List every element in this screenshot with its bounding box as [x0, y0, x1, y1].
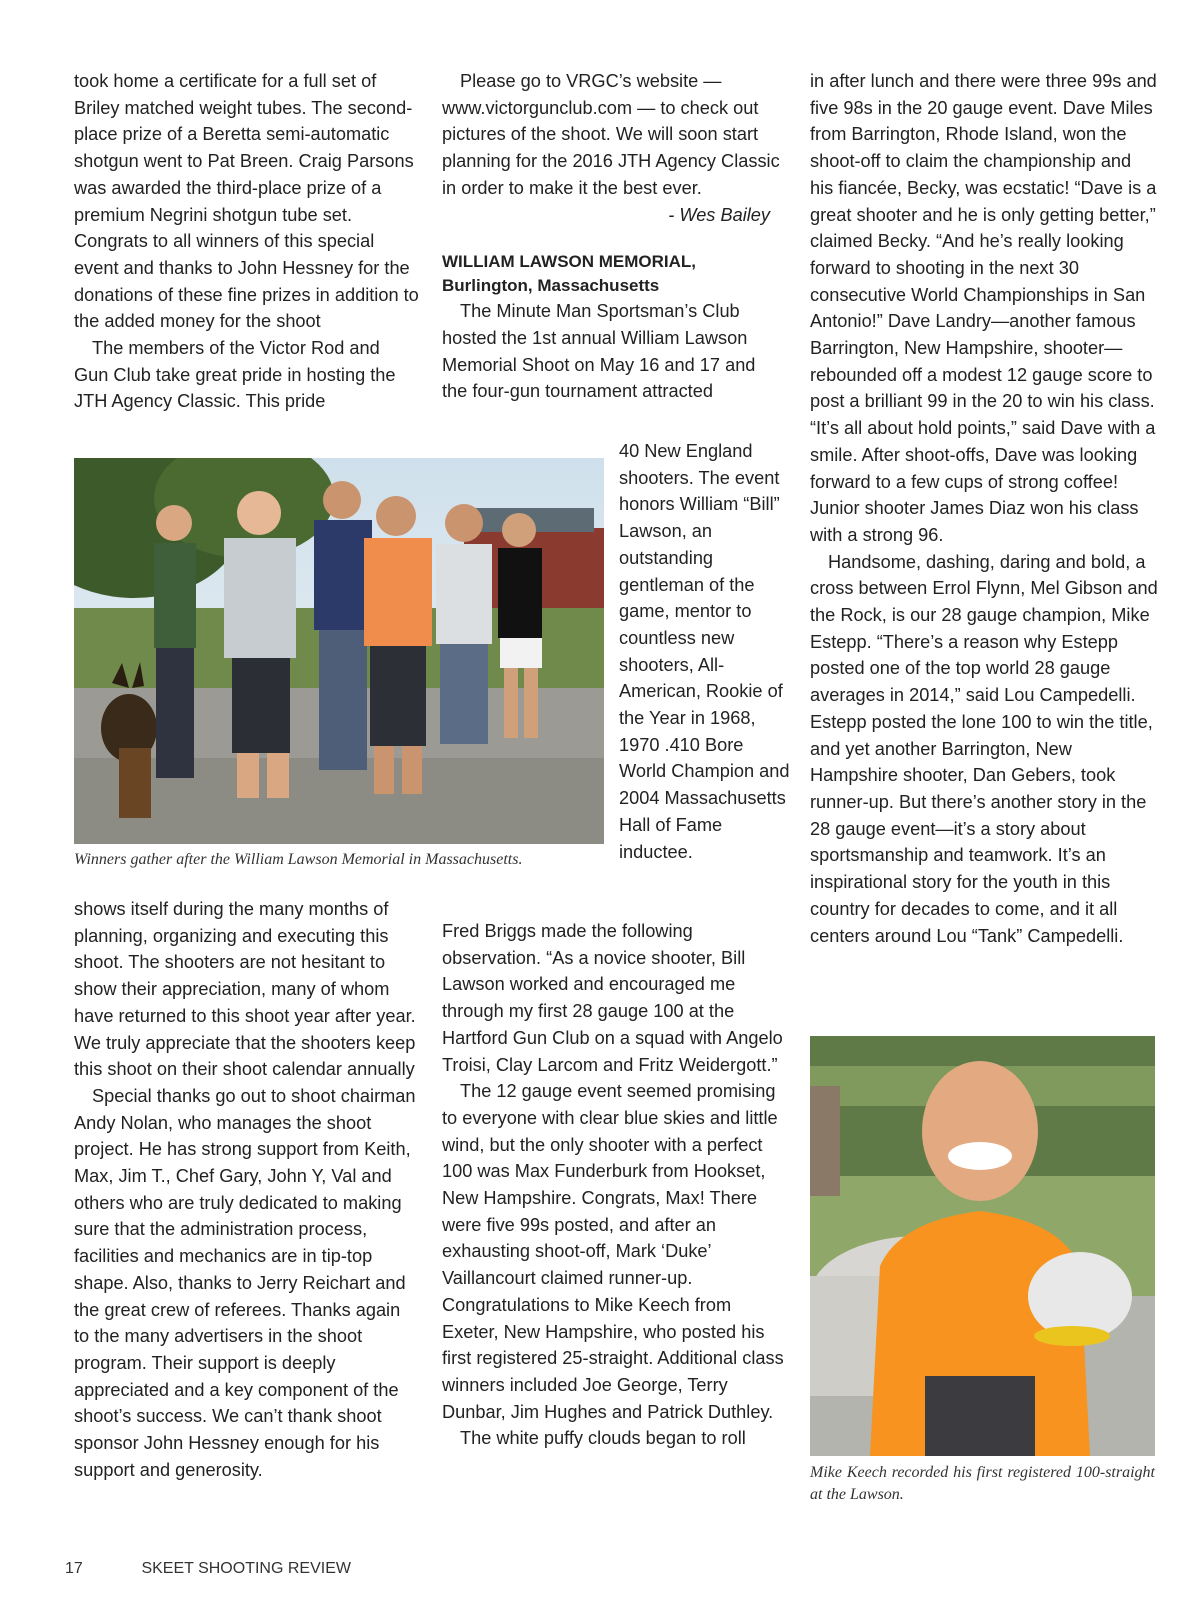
column-2-top [442, 68, 780, 405]
column-2-narrow [619, 438, 791, 865]
author-signature: - Wes Bailey [668, 204, 770, 225]
paragraph: in after lunch and there were three 99s and five 98s in the 20 gauge event. Dave Miles from Barrington, Rhode Island, won the shoot-off to claim the championship and his fiancée, Becky, was ecstatic! “Dave is a great shooter and he is only getting better,” claimed Becky. “And he’s really looking forward to shooting in the next 30 consecutive World Championships in San Antonio!” Dave Landry—another famous Barrington, New Hampshire, shooter—rebounded off a modest 12 gauge score to post a brilliant 99 in the 20 to win his class. “It’s all about hold points,” said Dave with a smile. After shoot-offs, Dave was looking forward to a few cups of strong coffee! Junior shooter James Diaz won his class with a strong 96. [810, 71, 1157, 545]
paragraph: The 12 gauge event seemed promising to everyone with clear blue skies and little wind, but the only shooter with a perfect 100 was Max Funderburk from Hookset, New Hampshire. Congrats, Max! There were five 99s posted, and after an exhausting shoot-off, Mark ‘Duke’ Vaillancourt claimed runner-up. Congratulations to Mike Keech from Exeter, New Hampshire, who posted his first registered 25-straight. Additional class winners included Joe George, Terry Dunbar, Jim Hughes and Patrick Duthley. [442, 1081, 784, 1422]
paragraph: took home a certificate for a full set of Briley matched weight tubes. The second-place prize of a Beretta semi-automatic shotgun went to Pat Breen. Craig Parsons was awarded the third-place prize of a premium Negrini shotgun tube set. Congrats to all winners of this special event and thanks to John Hessney for the donations of these fine prizes in addition to the added money for the shoot [74, 71, 419, 332]
paragraph: Please go to VRGC’s website — www.victorgunclub.com — to check out pictures of the shoot. We will soon start planning for the 2016 JTH Agency Classic in order to make it the best ever. [442, 71, 780, 198]
section-subheading: Burlington, Massachusetts [442, 276, 660, 296]
publication-name: SKEET SHOOTING REVIEW [141, 1560, 351, 1577]
paragraph: shows itself during the many months of planning, organizing and executing this shoot. The shooters are not hesitant to show their appreciation, many of whom have returned to this shoot year after year. We truly appreciate that the shooters keep this shoot on their shoot calendar annually [74, 899, 416, 1080]
mike-keech-photo [810, 1036, 1155, 1456]
page-footer [65, 1560, 351, 1578]
photo-caption: Winners gather after the William Lawson Memorial in Massachusetts. [74, 851, 523, 868]
winners-group-photo [74, 458, 604, 844]
column-1-bottom [74, 896, 419, 1483]
section-heading: WILLIAM LAWSON MEMORIAL, [442, 252, 697, 272]
column-2-bottom [442, 918, 792, 1452]
paragraph: Special thanks go out to shoot chairman Andy Nolan, who manages the shoot project. He has strong support from Keith, Max, Jim T., Chef Gary, John Y, Val and others who are truly dedicated to making sure that the administration process, facilities and mechanics are in tip-top shape. Also, thanks to Jerry Reichart and the great crew of referees. Thanks again to the many advertisers in the shoot program. Their support is deeply appreciated and a key component of the shoot’s success. We can’t thank shoot sponsor John Hessney enough for his support and generosity. [74, 1085, 416, 1480]
paragraph: 40 New England shooters. The event honors William “Bill” Lawson, an outstanding gentleman of the game, mentor to countless new shooters, All-American, Rookie of the Year in 1968, 1970 .410 Bore World Champion and 2004 Massachusetts Hall of Fame inductee. [619, 441, 790, 862]
mike-keech-photo-image [810, 1036, 1155, 1456]
paragraph: The Minute Man Sportsman’s Club hosted the 1st annual William Lawson Memorial Shoot on May 16 and 17 and the four-gun tournament attracted [442, 301, 756, 402]
column-1-top [74, 68, 419, 415]
paragraph: Fred Briggs made the following observation. “As a novice shooter, Bill Lawson worked and encouraged me through my first 28 gauge 100 at the Hartford Gun Club on a squad with Angelo Troisi, Clay Larcom and Fritz Weidergott.” [442, 921, 783, 1075]
page-number: 17 [65, 1560, 83, 1577]
paragraph: The members of the Victor Rod and Gun Club take great pride in hosting the JTH Agency Classic. This pride [74, 338, 396, 412]
paragraph: The white puffy clouds began to roll [460, 1428, 746, 1449]
column-3 [810, 68, 1158, 949]
paragraph: Handsome, dashing, daring and bold, a cross between Errol Flynn, Mel Gibson and the Rock, is our 28 gauge champion, Mike Estepp. “There’s a reason why Estepp posted one of the top world 28 gauge averages in 2014,” said Lou Campedelli. Estepp posted the lone 100 to win the title, and yet another Barrington, New Hampshire shooter, Dan Gebers, took runner-up. But there’s another story in the 28 gauge event—it’s a story about sportsmanship and teamwork. It’s an inspirational story for the youth in this country for decades to come, and it all centers around Lou “Tank” Campedelli. [810, 551, 1158, 946]
winners-group-photo-image [74, 458, 604, 844]
photo-caption: Mike Keech recorded his first registered 100-straight at the Lawson. [810, 1464, 1155, 1503]
